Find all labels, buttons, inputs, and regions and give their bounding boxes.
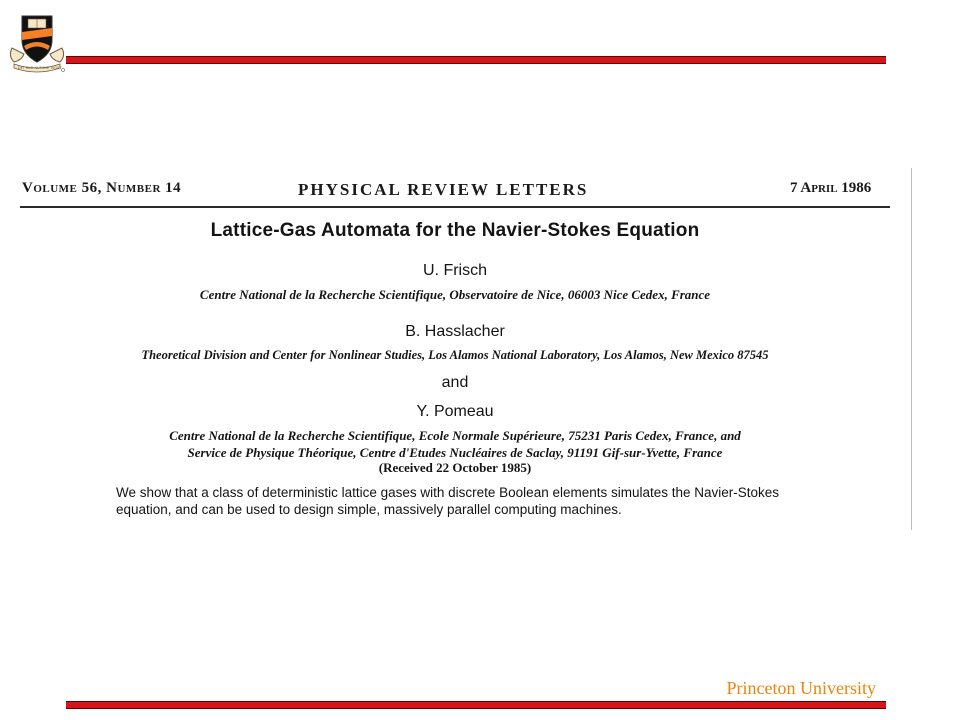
paper-title: Lattice-Gas Automata for the Navier-Stokes Equation bbox=[210, 220, 700, 241]
header-divider bbox=[20, 206, 890, 208]
author-name: B. Hasslacher bbox=[405, 323, 505, 340]
author-conjunction: and bbox=[441, 374, 469, 391]
received-date: (Received 22 October 1985) bbox=[378, 460, 532, 475]
author-name: U. Frisch bbox=[423, 262, 487, 279]
author-affiliation: Centre National de la Recherche Scientifique, Observatoire de Nice, 06003 Nice Cedex, France bbox=[199, 287, 711, 302]
author-affiliation: Service de Physique Théorique, Centre d'Etudes Nucléaires de Saclay, 91191 Gif-sur-Yvette, France bbox=[187, 445, 723, 460]
issue-date: 7 April 1986 bbox=[790, 180, 872, 196]
top-red-rule bbox=[66, 56, 886, 64]
volume-number: Volume 56, Number 14 bbox=[22, 180, 182, 196]
bottom-red-rule bbox=[66, 701, 886, 709]
author-name: Y. Pomeau bbox=[416, 403, 494, 420]
princeton-shield-icon bbox=[8, 10, 66, 74]
journal-name: PHYSICAL REVIEW LETTERS bbox=[298, 180, 589, 199]
footer-institution: Princeton University bbox=[726, 678, 876, 698]
scan-edge bbox=[911, 168, 912, 530]
author-affiliation: Theoretical Division and Center for Nonlinear Studies, Los Alamos National Laboratory, Los Alamos, New Mexico 87545 bbox=[141, 348, 769, 362]
logo-motto: DEI SUB NUMINE VIGET bbox=[18, 66, 62, 70]
abstract: We show that a class of deterministic lattice gases with discrete Boolean elements simulates the Navier-Stokes equation, and can be used to design simple, massively parallel computing machines. bbox=[116, 485, 780, 517]
author-affiliation: Centre National de la Recherche Scientifique, Ecole Normale Supérieure, 75231 Paris Cedex, France, and bbox=[169, 428, 741, 443]
paper-scan bbox=[16, 168, 912, 530]
